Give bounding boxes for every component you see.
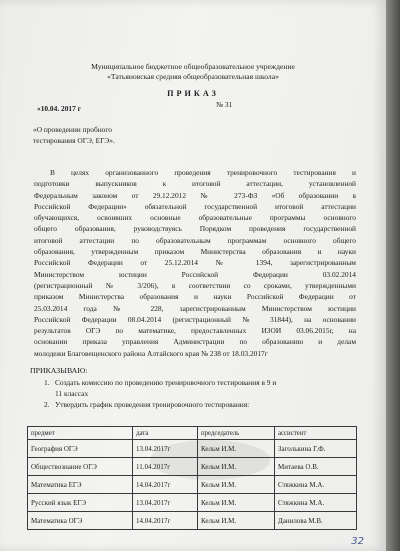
body-line: обучающихся, освоивших основные образовательные программы основного xyxy=(34,213,356,223)
order-number: № 31 xyxy=(216,100,233,109)
cell-assistant: Стяжкина М.А. xyxy=(275,476,357,494)
org-line-2: «Татьяновская средняя общеобразовательная школа» xyxy=(107,72,279,81)
cell-chair: Кельм И.М. xyxy=(198,512,275,530)
subject-line-1: «О проведении пробного xyxy=(33,125,112,134)
body-line: Министерством юстиции Российской Федерации 03.02.2014 xyxy=(34,269,356,279)
body-line: (регистрационный № 3/206), в соответствии со сроками, утвержденными xyxy=(34,280,356,290)
cell-chair: Кельм И.М. xyxy=(198,440,275,458)
table-row xyxy=(28,476,357,494)
order-body xyxy=(34,167,356,359)
cell-assistant: Заголькина Г.Ф. xyxy=(275,440,357,458)
body-line: Федеральным законом от 29.12.2012 № 273-ФЗ «Об образовании в xyxy=(34,190,356,200)
body-line: основании приказа управления Администрации по образованию и делам xyxy=(34,337,356,347)
document-title: ПРИКАЗ xyxy=(167,89,219,98)
cell-date: 11.04.2017г xyxy=(133,458,198,476)
body-line: образования, утвержденным приказом Министерства образования и науки xyxy=(34,247,356,257)
body-line: Российской Федерации 08.04.2014 (регистрационный № 31844), на основании xyxy=(34,314,356,324)
table-header-row xyxy=(28,427,357,440)
handwritten-page-number: 32 xyxy=(351,536,364,547)
body-line: общего образования, руководствуясь Порядком проведения государственной xyxy=(34,224,356,234)
header-date: дата xyxy=(133,427,198,440)
body-line: приказом Министерства образования и науки Российской Федерации от xyxy=(34,292,356,302)
schedule-table xyxy=(27,426,357,530)
cell-assistant: Стяжкина М.А. xyxy=(275,494,357,512)
body-line: Российской Федерации от 25.12.2014 № 1394, зарегистрированным xyxy=(34,258,356,268)
order-date: «10.04. 2017 г xyxy=(37,104,82,113)
header-chair: председатель xyxy=(198,427,275,440)
body-line: итоговой аттестации по образовательным программам основного общего xyxy=(34,235,356,245)
cell-assistant: Данилова М.В. xyxy=(275,512,357,530)
cell-subject: География ОГЭ xyxy=(28,440,133,458)
orders-heading: ПРИКАЗЫВАЮ: xyxy=(30,366,88,375)
cell-chair: Кельм И.М. xyxy=(198,494,275,512)
org-line-1: Муниципальное бюджетное общеобразовательное учреждение xyxy=(91,62,295,71)
cell-chair: Кельм И.М. xyxy=(198,458,275,476)
header-subject: предмет xyxy=(28,427,133,440)
cell-subject: Математика ОГЭ xyxy=(28,512,133,530)
cell-chair: Кельм И.М. xyxy=(198,476,275,494)
table-row xyxy=(28,458,357,476)
table-row xyxy=(28,494,357,512)
cell-subject: Математика ЕГЭ xyxy=(28,476,133,494)
body-line: молодежи Благовещенского района Алтайского края № 238 от 18.03.2017г xyxy=(34,348,268,358)
table-row xyxy=(28,512,357,530)
cell-subject: Русский язык ЕГЭ xyxy=(28,494,133,512)
scan-edge xyxy=(386,0,400,551)
cell-date: 13.04.2017г xyxy=(133,440,198,458)
body-line: 25.03.2014 года № 228, зарегистрированным Министерством юстиции xyxy=(34,303,356,313)
body-line: Российской Федерации» обязательной государственной итоговой аттестации xyxy=(34,201,356,211)
cell-date: 13.04.2017г xyxy=(133,494,198,512)
cell-date: 14.04.2017г xyxy=(133,512,198,530)
cell-date: 14.04.2017г xyxy=(133,476,198,494)
cell-assistant: Митаева О.В. xyxy=(275,458,357,476)
table-row xyxy=(28,440,357,458)
subject-line-2: тестирования ОГЭ, ЕГЭ». xyxy=(33,136,115,145)
item-number-1: 1. xyxy=(44,378,50,387)
item-1-line-2: 11 классах xyxy=(55,389,89,398)
item-2-line-1: Утвердить график проведения тренировочного тестирования: xyxy=(55,400,250,409)
item-number-2: 2. xyxy=(44,400,50,409)
cell-subject: Обществознание ОГЭ xyxy=(28,458,133,476)
item-1-line-1: Создать комиссию по проведению тренировочного тестирования в 9 и xyxy=(55,378,277,387)
header-assistant: ассистент xyxy=(275,427,357,440)
body-line: результатов ОГЭ по математике, предоставленных ИЗОИ 03.06.2015г, на xyxy=(34,326,356,336)
body-line: В целях организованного проведения тренировочного тестирования и xyxy=(50,168,356,177)
body-line: подготовки выпускников к итоговой аттестации, установленной xyxy=(34,179,356,189)
